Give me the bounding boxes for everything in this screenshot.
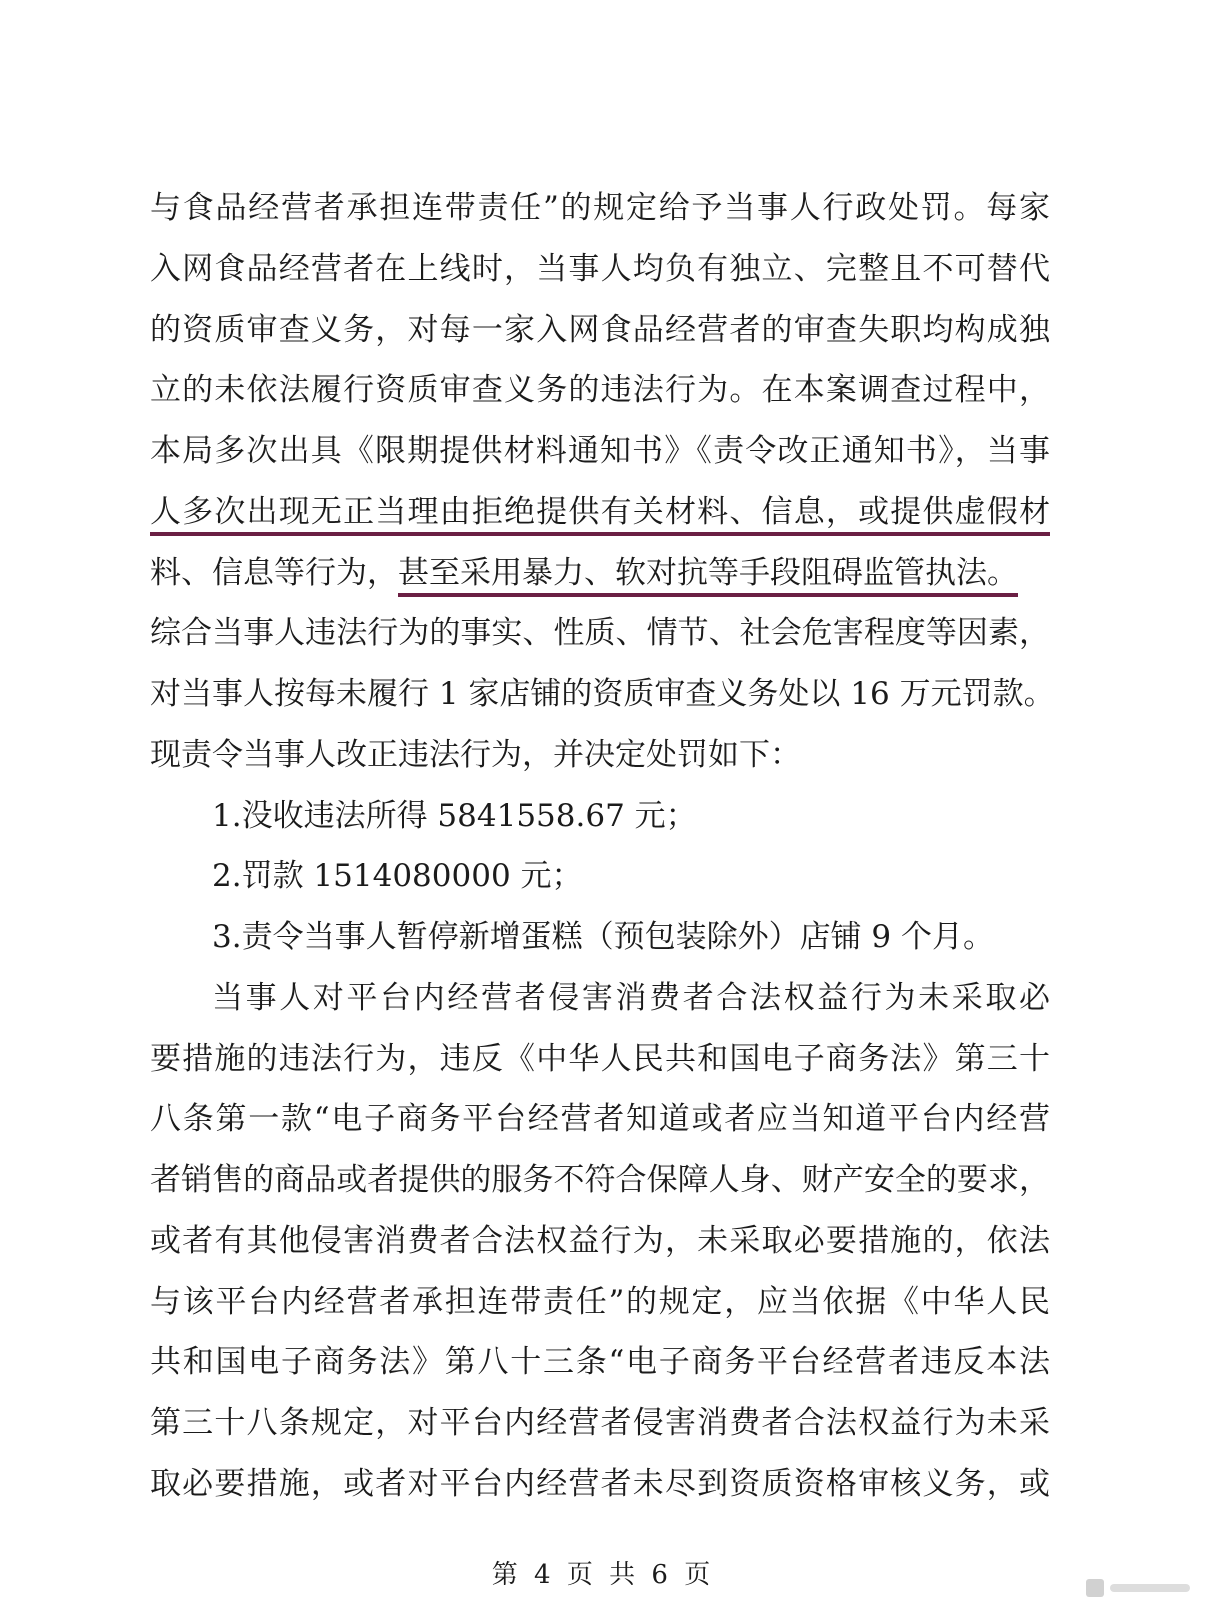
underlined-text: 人多次出现无正当理由拒绝提供有关材料、信息，或提供虚假材 — [150, 494, 1050, 530]
page-number: 第 4 页 共 6 页 — [491, 1560, 715, 1590]
paragraph-line: 综合当事人违法行为的事实、性质、情节、社会危害程度等因素， — [150, 615, 1050, 651]
paragraph-line: 八条第一款“电子商务平台经营者知道或者应当知道平台内经营 — [150, 1101, 1050, 1137]
penalty-item: 2.罚款 1514080000 元； — [212, 858, 583, 894]
paragraph-line: 现责令当事人改正违法行为，并决定处罚如下： — [150, 737, 801, 773]
paragraph-line: 第三十八条规定，对平台内经营者侵害消费者合法权益行为未采 — [150, 1405, 1050, 1441]
underlined-text: 甚至采用暴力、软对抗等手段阻碍监管执法。 — [398, 555, 1018, 591]
paragraph-line: 与食品经营者承担连带责任”的规定给予当事人行政处罚。每家 — [150, 190, 1050, 226]
paragraph-line: 者销售的商品或者提供的服务不符合保障人身、财产安全的要求， — [150, 1162, 1050, 1198]
paragraph-line: 共和国电子商务法》第八十三条“电子商务平台经营者违反本法 — [150, 1344, 1050, 1380]
line-text: 料、信息等行为， — [150, 555, 398, 591]
paragraph-line: 的资质审查义务，对每一家入网食品经营者的审查失职均构成独 — [150, 312, 1050, 348]
paragraph-line: 当事人对平台内经营者侵害消费者合法权益行为未采取必 — [212, 980, 1050, 1016]
paragraph-line: 取必要措施，或者对平台内经营者未尽到资质资格审核义务，或 — [150, 1466, 1050, 1502]
paragraph-line: 要措施的违法行为，违反《中华人民共和国电子商务法》第三十 — [150, 1041, 1050, 1077]
penalty-item: 3.责令当事人暂停新增蛋糕（预包装除外）店铺 9 个月。 — [212, 919, 995, 955]
paragraph-line: 或者有其他侵害消费者合法权益行为，未采取必要措施的，依法 — [150, 1223, 1050, 1259]
paragraph-line: 入网食品经营者在上线时，当事人均负有独立、完整且不可替代 — [150, 251, 1050, 287]
paragraph-line — [150, 553, 1050, 593]
paragraph-line: 对当事人按每未履行 1 家店铺的资质审查义务处以 16 万元罚款。 — [150, 676, 1055, 712]
penalty-item: 1.没收违法所得 5841558.67 元； — [212, 798, 697, 834]
paragraph-line: 本局多次出具《限期提供材料通知书》《责令改正通知书》，当事 — [150, 433, 1050, 469]
watermark-logo — [1084, 1575, 1194, 1601]
paragraph-line: 立的未依法履行资质审查义务的违法行为。在本案调查过程中， — [150, 372, 1050, 408]
paragraph-line: 与该平台内经营者承担连带责任”的规定，应当依据《中华人民 — [150, 1284, 1050, 1320]
underlined-line — [150, 492, 1050, 532]
